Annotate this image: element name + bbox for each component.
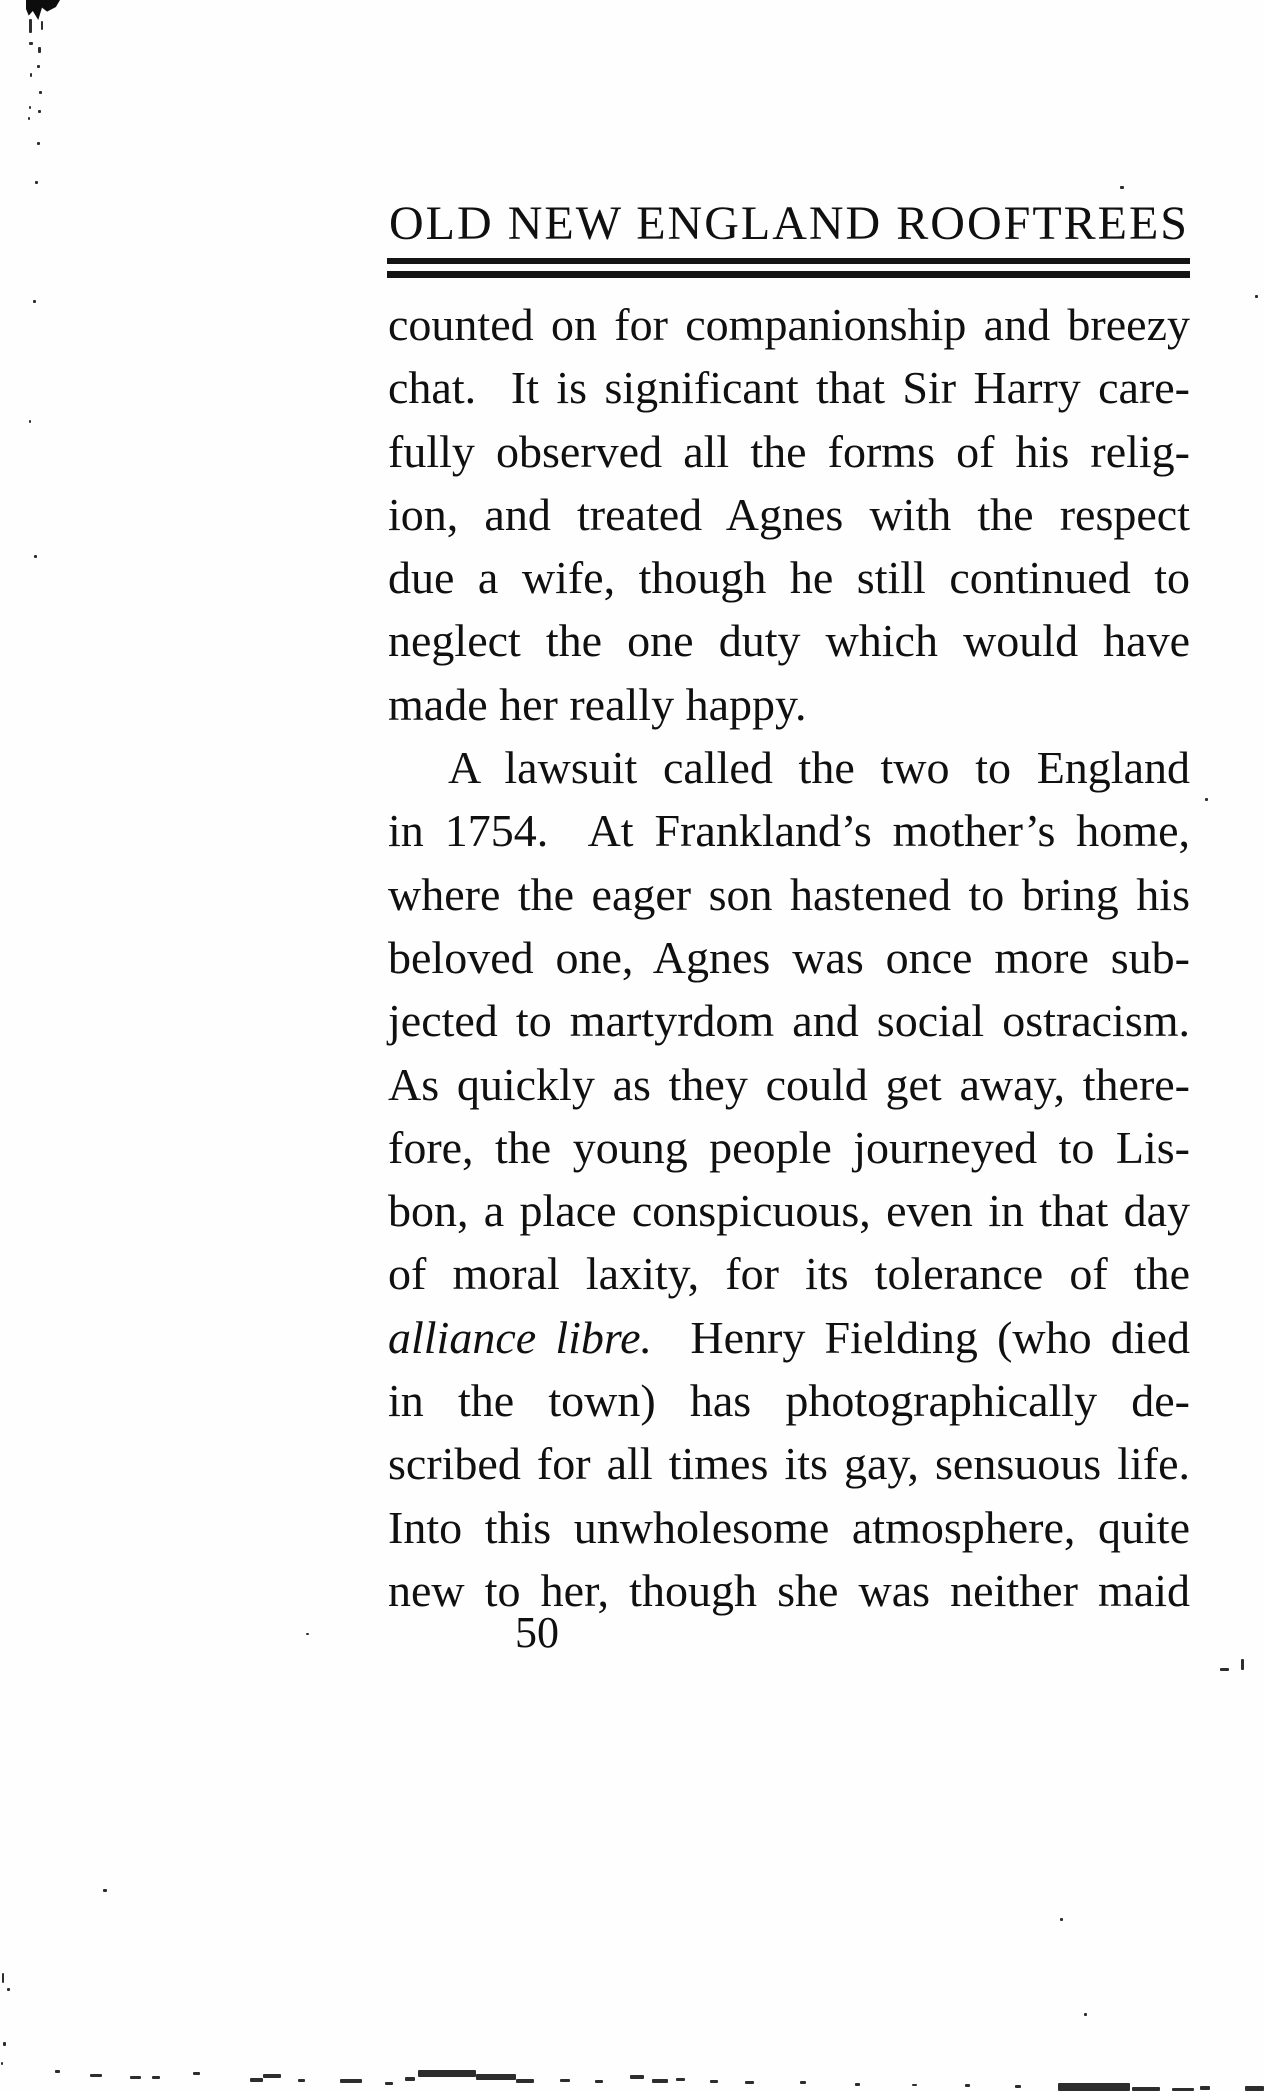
text-line [388,1496,1190,1559]
text-line [388,673,1190,736]
text-run: counted on for companionship and breezy [388,299,1190,350]
running-head-title: OLD NEW ENGLAND ROOFTREES [389,197,1189,250]
ink-speck [745,2081,754,2084]
ink-speck [298,2079,305,2082]
ink-blob-top-left [26,0,60,20]
ink-speck [38,110,41,113]
ink-speck [1058,2083,1130,2091]
text-run: A lawsuit called the two to England [448,742,1190,794]
ink-speck [29,42,33,45]
text-line [388,1116,1190,1179]
text-line [388,1306,1190,1369]
ink-speck [1132,2087,1160,2091]
ink-speck [1200,2086,1210,2090]
ink-speck [710,2080,718,2083]
ink-speck [1255,295,1258,298]
text-run: jected to martyrdom and social ostracism. [388,995,1190,1047]
text-line [388,1559,1190,1622]
text-run: fully observed all the forms of his relig- [388,425,1190,477]
text-line [388,1242,1190,1305]
text-run: beloved one, Agnes was once more sub- [388,931,1190,983]
ink-speck [306,1633,309,1635]
text-run: where the eager son hastened to bring his [388,868,1190,920]
text-line [388,546,1190,609]
ink-speck [3,2042,6,2046]
text-run: chat. It is significant that Sir Harry care- [388,362,1190,414]
ink-speck [965,2084,970,2087]
ink-speck [1060,1918,1063,1921]
text-run: due a wife, though he still continued to [388,552,1190,604]
ink-speck [1205,798,1208,801]
ink-speck [33,300,36,303]
ink-speck [152,2076,160,2079]
ink-speck [28,117,30,120]
ink-speck [130,2076,141,2079]
text-run: in 1754. At Frankland’s mother’s home, [388,805,1190,857]
ink-speck [55,2070,60,2073]
ink-speck [405,2077,415,2081]
ink-speck [90,2074,102,2077]
text-run: scribed for all times its gay, sensuous life. [388,1438,1190,1490]
ink-speck [1120,186,1124,189]
text-line [388,356,1190,419]
text-line [388,863,1190,926]
ink-speck [29,420,31,423]
text-run: Into this unwholesome atmosphere, quite [388,1501,1190,1553]
text-run: new to her, though she was neither maid [388,1564,1190,1616]
ink-speck [595,2080,603,2083]
italic-text-run: alliance libre. [388,1311,653,1363]
ink-speck [912,2084,917,2086]
text-run: made her really happy. [388,678,807,730]
text-run: neglect the one duty which would have [388,615,1190,667]
ink-speck [37,65,40,68]
ink-speck [1,2062,3,2065]
ink-speck [1245,2086,1264,2091]
ink-speck [7,1988,10,1991]
ink-speck [1015,2085,1021,2088]
text-line [388,989,1190,1052]
double-rule [387,258,1190,278]
ink-speck [1241,1659,1244,1670]
ink-speck [476,2074,516,2080]
text-run: in the town) has photographically de- [388,1375,1190,1427]
text-line [388,736,1190,799]
text-line [388,1432,1190,1495]
text-line [388,483,1190,546]
ink-speck [34,555,37,558]
ink-speck [1220,1668,1229,1671]
text-run: Henry Fielding (who died [652,1311,1191,1363]
ink-speck [676,2078,685,2081]
ink-speck [30,73,32,77]
page-text [388,293,1190,1622]
ink-speck [2,1973,4,1983]
ink-speck [340,2079,362,2083]
ink-speck [29,19,32,33]
ink-speck [385,2082,393,2085]
text-line [388,1053,1190,1116]
text-run: bon, a place conspicuous, even in that day [388,1185,1190,1237]
ink-speck [418,2070,476,2077]
text-line [388,799,1190,862]
ink-speck [38,47,41,53]
ink-speck [855,2083,860,2086]
text-run: fore, the young people journeyed to Lis- [388,1121,1190,1173]
text-line [388,926,1190,989]
text-line [388,609,1190,672]
ink-speck [41,21,43,30]
ink-speck [800,2081,806,2084]
ink-speck [560,2079,570,2082]
page-number: 50 [515,1608,559,1657]
ink-speck [250,2078,263,2082]
text-line [388,420,1190,483]
ink-speck [263,2074,281,2078]
ink-speck [29,106,31,109]
text-run: As quickly as they could get away, there- [388,1058,1190,1110]
ink-speck [516,2079,534,2083]
ink-speck [193,2072,200,2075]
ink-speck [35,181,38,184]
ink-speck [103,1889,107,1892]
text-line [388,1369,1190,1432]
text-line [388,1179,1190,1242]
ink-speck [37,142,40,145]
text-run: of moral laxity, for its tolerance of the [388,1248,1190,1300]
text-run: ion, and treated Agnes with the respect [388,488,1190,540]
text-line [388,293,1190,356]
ink-speck [652,2079,668,2083]
ink-speck [630,2075,644,2079]
ink-speck [1084,2013,1087,2016]
ink-speck [39,91,42,94]
